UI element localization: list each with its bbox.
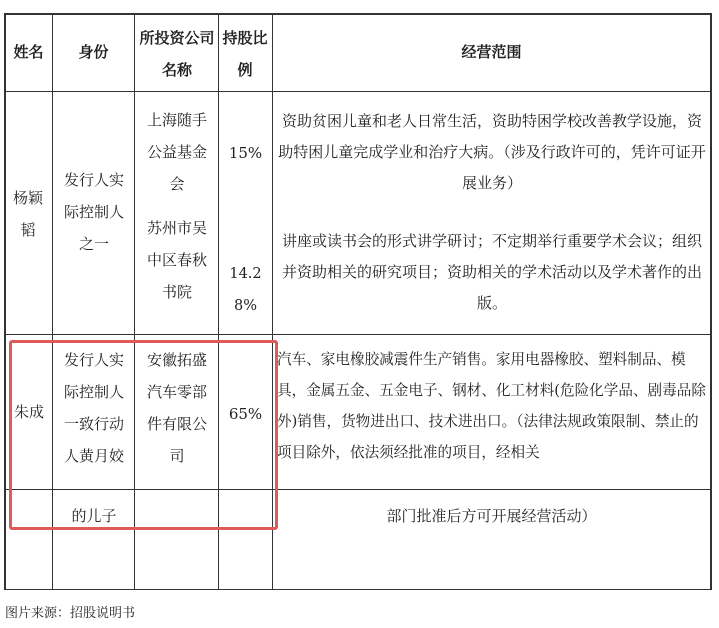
- row1-ratio-1: 15%: [228, 144, 263, 162]
- header-company: 所投资公司名称: [139, 29, 215, 79]
- table-bottom-border: [4, 589, 711, 590]
- row2-identity: 发行人实际控制人一致行动人黄月姣: [63, 351, 124, 465]
- header-bottom-border: [4, 91, 711, 92]
- row3-identity-cont: 的儿子: [71, 507, 117, 525]
- row1-bottom-border: [4, 334, 711, 335]
- row2-ratio: 65%: [228, 405, 263, 423]
- row1-company-2: 苏州市吴中区春秋书院: [146, 219, 207, 301]
- image-source-caption: 图片来源：招股说明书: [5, 606, 136, 621]
- header-scope: 经营范围: [461, 43, 522, 61]
- row1-identity: 发行人实际控制人之一: [63, 171, 124, 253]
- row1-company-1: 上海随手公益基金会: [146, 111, 207, 193]
- header-ratio: 持股比例: [222, 29, 268, 79]
- table-right-border: [710, 13, 712, 590]
- row1-scope-2: 讲座或读书会的形式讲学研讨；不定期举行重要学术会议；组织并资助相关的研究项目；资助相关的学术活动以及学术著作的出版。: [281, 232, 702, 312]
- row2-company: 安徽拓盛汽车零部件有限公司: [146, 351, 207, 465]
- row1-name: 杨颖韬: [12, 189, 43, 239]
- row3-scope-cont: 部门批准后方可开展经营活动）: [386, 507, 597, 525]
- header-name: 姓名: [13, 43, 44, 61]
- row1-scope-1: 资助贫困儿童和老人日常生活，资助特困学校改善教学设施，资助特困儿童完成学业和治疗大病。（涉及行政许可的，凭许可证开展业务）: [278, 112, 706, 192]
- table-left-border: [4, 13, 6, 590]
- row1-ratio-2: 14.28%: [229, 266, 262, 314]
- row2-name: 朱成: [13, 403, 44, 421]
- highlight-box: [9, 340, 278, 530]
- row2-scope: 汽车、家电橡胶减震件生产销售。家用电器橡胶、塑料制品、模具，金属五金、五金电子、钢材、化工材料(危险化学品、剧毒品除外)销售，货物进出口、技术进出口。（法律法规政策限制、禁止的项目除外，依法须经批准的项目，经相关: [277, 351, 706, 461]
- header-identity: 身份: [78, 43, 109, 61]
- table-top-border: [4, 13, 711, 15]
